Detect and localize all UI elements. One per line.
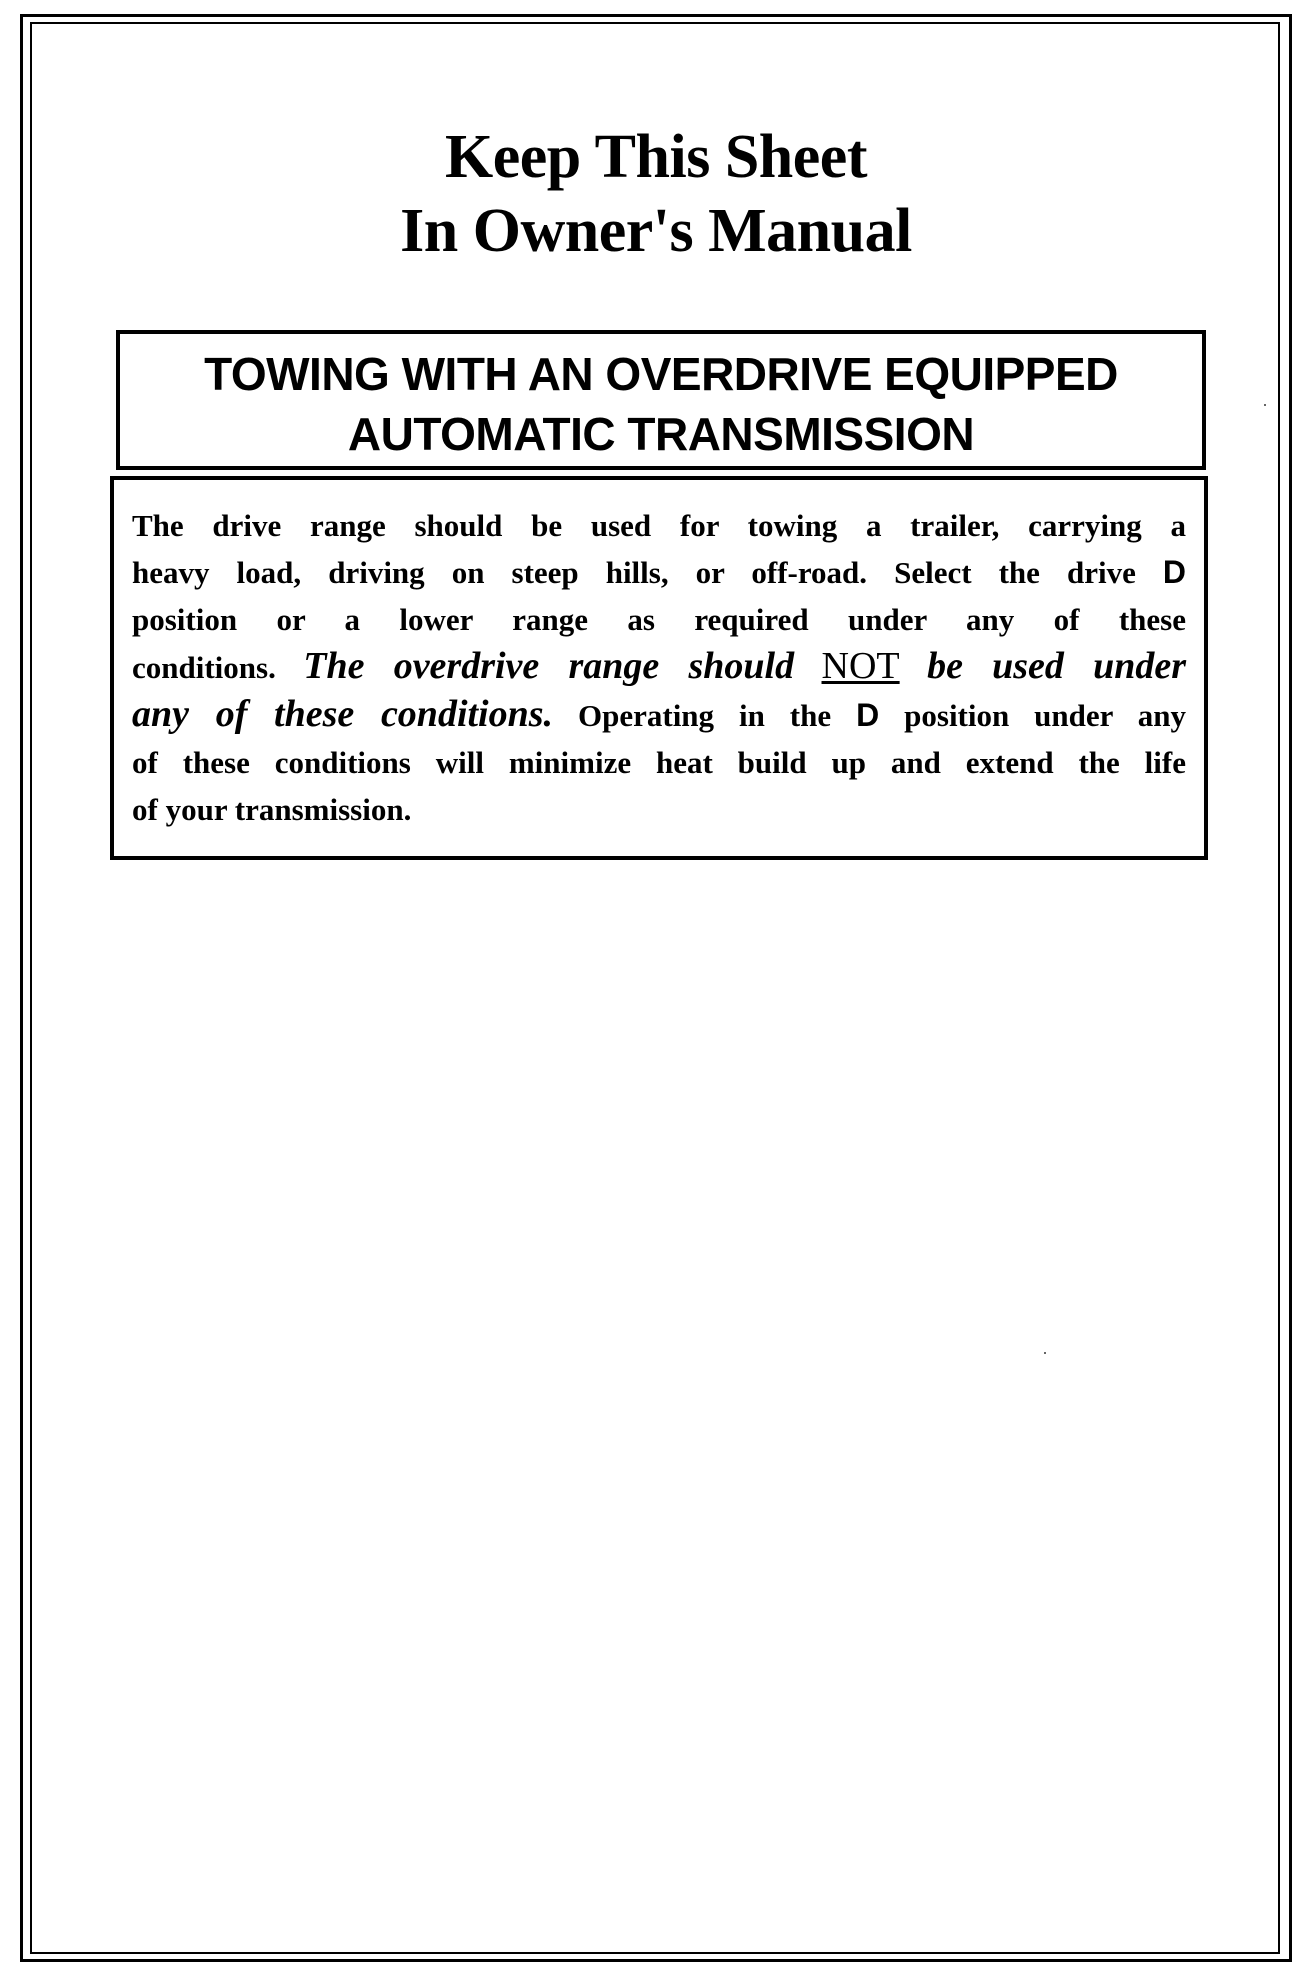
body-text-7: of your transmission. bbox=[132, 792, 412, 827]
title-line-1: Keep This Sheet bbox=[445, 123, 867, 191]
body-emphasis-3: any of these conditions. bbox=[132, 693, 554, 735]
notice-heading-line-2: AUTOMATIC TRANSMISSION bbox=[347, 408, 975, 460]
scan-speck bbox=[1044, 1352, 1046, 1354]
body-not-emphasis: NOT bbox=[821, 645, 900, 687]
notice-body-box bbox=[110, 476, 1208, 860]
body-text-4a: conditions. bbox=[132, 650, 276, 685]
body-emphasis-2: be used under bbox=[927, 645, 1187, 687]
body-text-6: of these conditions will minimize heat build up and extend the life bbox=[132, 745, 1186, 780]
scan-speck bbox=[1264, 404, 1266, 406]
body-text-5c: position under any bbox=[904, 698, 1187, 733]
body-line-6 bbox=[132, 739, 1186, 786]
body-line-2 bbox=[132, 549, 1186, 596]
body-text-2: heavy load, driving on steep hills, or off-road. Select the drive bbox=[132, 555, 1136, 590]
sheet-inner-border bbox=[30, 22, 1280, 1954]
sheet-title bbox=[0, 120, 1312, 268]
body-text-3: position or a lower range as required under any of these bbox=[132, 602, 1186, 637]
body-line-7 bbox=[132, 786, 1186, 833]
body-text-5b: Operating in the bbox=[578, 698, 832, 733]
title-line-2: In Owner's Manual bbox=[400, 197, 912, 265]
body-text-1: The drive range should be used for towing a trailer, carrying a bbox=[132, 508, 1186, 543]
body-line-1 bbox=[132, 502, 1186, 549]
body-line-3 bbox=[132, 596, 1186, 643]
drive-d-symbol: D bbox=[1162, 554, 1187, 590]
body-line-5 bbox=[132, 691, 1186, 739]
notice-heading-line-1: TOWING WITH AN OVERDRIVE EQUIPPED bbox=[204, 348, 1118, 400]
body-emphasis-1: The overdrive range should bbox=[303, 645, 795, 687]
body-line-4 bbox=[132, 643, 1186, 691]
notice-heading-box bbox=[116, 330, 1206, 470]
drive-d-symbol-2: D bbox=[856, 697, 880, 733]
